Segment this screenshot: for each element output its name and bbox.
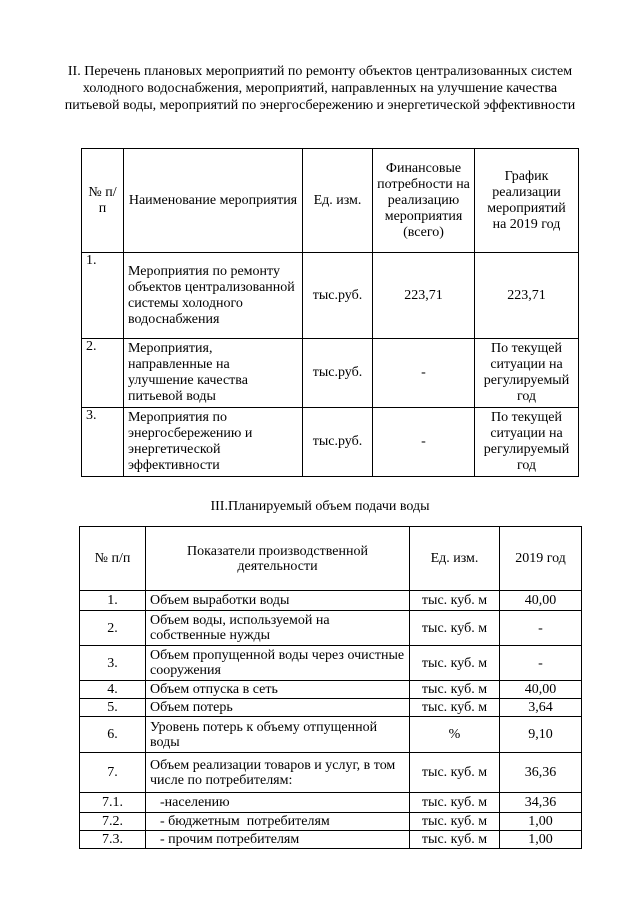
row-unit: тыс. куб. м: [410, 753, 500, 793]
row-indicator: Объем выработки воды: [146, 591, 410, 611]
section-3-title: III.Планируемый объем подачи воды: [210, 499, 430, 514]
row-num: 7.1.: [80, 793, 146, 813]
row-unit: тыс.руб.: [303, 253, 373, 339]
row-indicator: - бюджетным потребителям: [146, 813, 410, 831]
row-indicator: -населению: [146, 793, 410, 813]
row-finance: -: [373, 408, 475, 477]
row-num: 7.3.: [80, 831, 146, 849]
row-finance: -: [373, 339, 475, 408]
row-unit: тыс. куб. м: [410, 793, 500, 813]
row-num: 1.: [80, 591, 146, 611]
row-schedule: По текущей ситуации на регулируемый год: [475, 339, 579, 408]
row-num: 6.: [80, 717, 146, 753]
row-num: 1.: [82, 253, 124, 339]
header-num: № п/п: [82, 149, 124, 253]
row-indicator: Уровень потерь к объему отпущенной воды: [146, 717, 410, 753]
row-unit: тыс. куб. м: [410, 681, 500, 699]
table-row: [80, 646, 582, 681]
row-num: 3.: [80, 646, 146, 681]
row-unit: тыс. куб. м: [410, 611, 500, 646]
row-indicator: Объем реализации товаров и услуг, в том числе по потребителям:: [146, 753, 410, 793]
header-unit: Ед. изм.: [410, 527, 500, 591]
table-row: [82, 408, 579, 477]
row-num: 4.: [80, 681, 146, 699]
table-header-row: [82, 149, 579, 253]
row-indicator: Объем отпуска в сеть: [146, 681, 410, 699]
row-name: Мероприятия, направленные на улучшение качества питьевой воды: [124, 339, 303, 408]
row-finance: 223,71: [373, 253, 475, 339]
header-num: № п/п: [80, 527, 146, 591]
row-unit: тыс.руб.: [303, 408, 373, 477]
table-row: [80, 591, 582, 611]
row-value: -: [500, 611, 582, 646]
row-unit: тыс. куб. м: [410, 699, 500, 717]
row-value: -: [500, 646, 582, 681]
table-row: [80, 699, 582, 717]
measures-table: [81, 148, 579, 477]
section-2-title: II. Перечень плановых мероприятий по ремонту объектов централизованных систем холодного водоснабжения, мероприятий, направленных на улучшение качества питьевой воды, мероприятий по энергосбережению и энергетической эффективности: [64, 64, 576, 113]
row-indicator: Объем пропущенной воды через очистные сооружения: [146, 646, 410, 681]
header-finance: Финансовые потребности на реализацию мероприятия (всего): [373, 149, 475, 253]
row-value: 36,36: [500, 753, 582, 793]
row-schedule: По текущей ситуации на регулируемый год: [475, 408, 579, 477]
row-unit: %: [410, 717, 500, 753]
table-row: [80, 681, 582, 699]
row-indicator: Объем потерь: [146, 699, 410, 717]
table-row: [80, 813, 582, 831]
row-value: 3,64: [500, 699, 582, 717]
row-num: 2.: [82, 339, 124, 408]
row-value: 34,36: [500, 793, 582, 813]
table-row: [80, 753, 582, 793]
row-indicator: Объем воды, используемой на собственные нужды: [146, 611, 410, 646]
row-value: 40,00: [500, 681, 582, 699]
row-num: 5.: [80, 699, 146, 717]
water-supply-table: [79, 526, 582, 849]
row-value: 40,00: [500, 591, 582, 611]
row-value: 9,10: [500, 717, 582, 753]
row-value: 1,00: [500, 813, 582, 831]
row-name: Мероприятия по ремонту объектов централизованной системы холодного водоснабжения: [124, 253, 303, 339]
table-row: [80, 611, 582, 646]
row-unit: тыс. куб. м: [410, 591, 500, 611]
row-name: Мероприятия по энергосбережению и энергетической эффективности: [124, 408, 303, 477]
table-row: [80, 717, 582, 753]
row-unit: тыс. куб. м: [410, 813, 500, 831]
row-num: 7.2.: [80, 813, 146, 831]
header-schedule: График реализации мероприятий на 2019 год: [475, 149, 579, 253]
header-name: Наименование мероприятия: [124, 149, 303, 253]
row-num: 2.: [80, 611, 146, 646]
row-unit: тыс.руб.: [303, 339, 373, 408]
header-indicator: Показатели производственной деятельности: [146, 527, 410, 591]
row-value: 1,00: [500, 831, 582, 849]
table-row: [80, 831, 582, 849]
row-indicator: - прочим потребителям: [146, 831, 410, 849]
row-unit: тыс. куб. м: [410, 831, 500, 849]
row-num: 7.: [80, 753, 146, 793]
row-num: 3.: [82, 408, 124, 477]
table-row: [80, 793, 582, 813]
table-header-row: [80, 527, 582, 591]
header-unit: Ед. изм.: [303, 149, 373, 253]
header-year: 2019 год: [500, 527, 582, 591]
row-schedule: 223,71: [475, 253, 579, 339]
row-unit: тыс. куб. м: [410, 646, 500, 681]
table-row: [82, 253, 579, 339]
table-row: [82, 339, 579, 408]
